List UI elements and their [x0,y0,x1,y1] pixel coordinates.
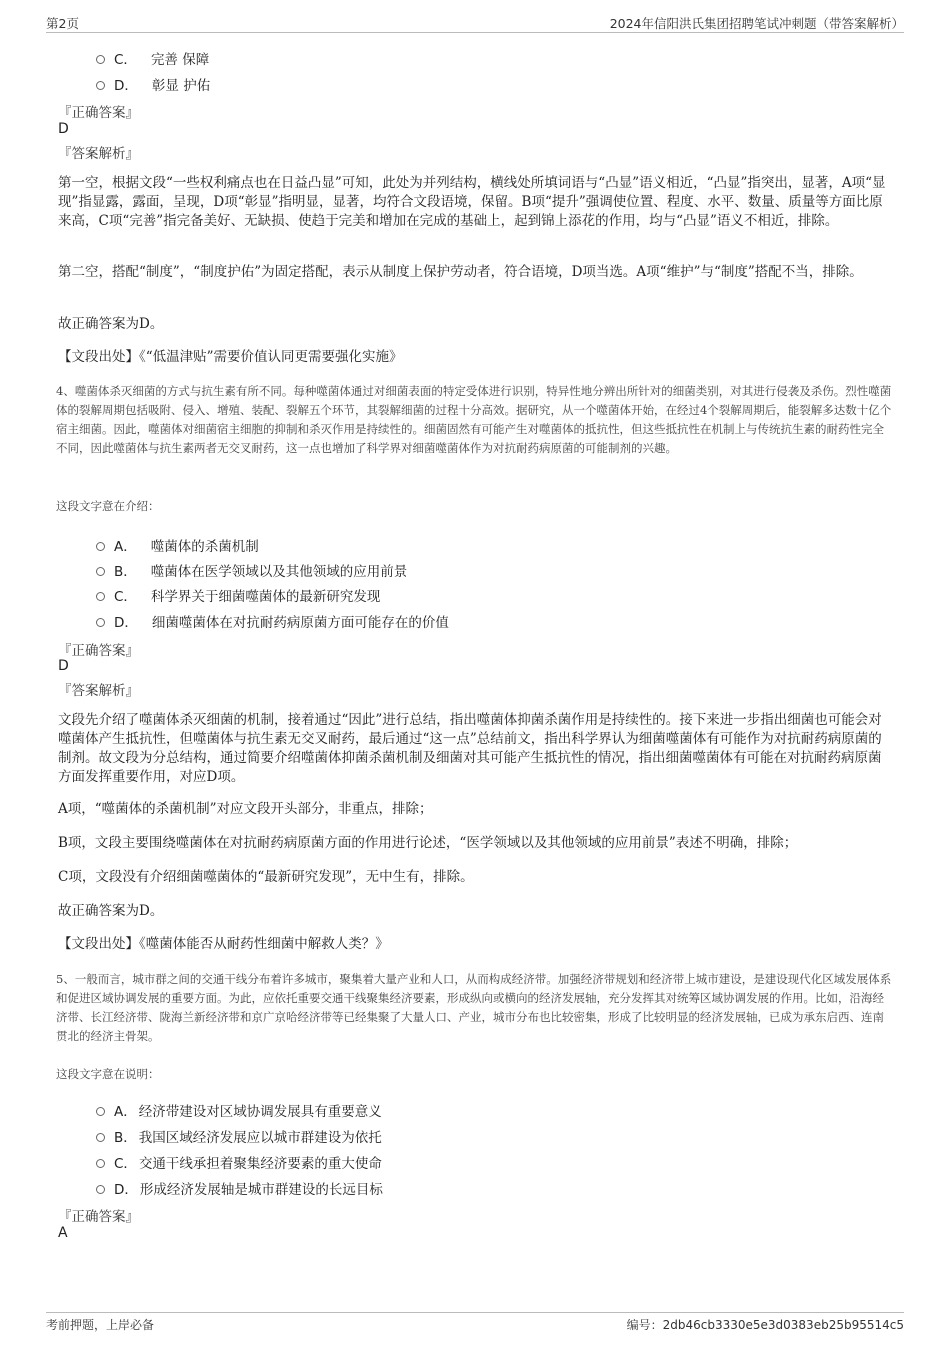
analysis-conclusion: 故正确答案为D。 [58,903,164,919]
q4-option-d[interactable]: D． 细菌噬菌体在对抗耐药病原菌方面可能存在的价值 [96,611,449,631]
analysis-paragraph: B项，文段主要围绕噬菌体在对抗耐药病原菌方面的作用进行论述，“医学领域以及其他领域的应用前景”表述不明确，排除； [58,835,798,851]
radio-icon[interactable] [96,1107,105,1116]
answer-label: 『正确答案』 [58,105,139,121]
page-number: 第2页 [46,16,79,31]
question-stem: 4、噬菌体杀灭细菌的方式与抗生素有所不同。每种噬菌体通过对细菌表面的特定受体进行识别，特异性地分辨出所针对的细菌类别，对其进行侵袭及杀伤。烈性噬菌体的裂解周期包括吸附、侵入、增殖、装配、裂解五个环节，其裂解细菌的过程十分高效。据研究，从一个噬菌体开始，在经过4个裂解周期后，能裂解多达数十亿个宿主细菌。因此，噬菌体对细菌宿主细胞的抑制和杀灭作用是持续性的。细菌固然有可能产生对噬菌体的抵抗性，但这些抵抗性在机制上与传统抗生素的耐药性完全不同，因此噬菌体与抗生素两者无交叉耐药，这一点也增加了科学界对细菌噬菌体作为对抗耐药病原菌的可能制剂的兴趣。 [56,384,892,455]
correct-answer: D [58,121,69,137]
document-title: 2024年信阳洪氏集团招聘笔试冲刺题（带答案解析） [609,16,904,31]
radio-icon[interactable] [96,55,105,64]
analysis-conclusion: 故正确答案为D。 [58,316,164,332]
radio-icon[interactable] [96,1133,105,1142]
page-header [46,14,904,33]
question-stem: 5、一般而言，城市群之间的交通干线分布着许多城市，聚集着大量产业和人口，从而构成经济带。加强经济带规划和经济带上城市建设，是建设现代化区域发展体系和促进区域协调发展的重要方面。为此，应依托重要交通干线聚集经济要素，形成纵向或横向的经济发展轴，充分发挥其对统筹区域协调发展的作用。比如，沿海经济带、长江经济带、陇海兰新经济带和京广京哈经济带等已经集聚了大量人口、产业，城市分布也比较密集，形成了比较明显的经济发展轴，已成为承东启西、连南贯北的经济主骨架。 [56,972,892,1043]
radio-icon[interactable] [96,81,105,90]
q5-option-b[interactable]: B． 我国区域经济发展应以城市群建设为依托 [96,1126,382,1146]
radio-icon[interactable] [96,1185,105,1194]
q4-option-b[interactable]: B． 噬菌体在医学领域以及其他领域的应用前景 [96,560,407,580]
page-footer [46,1312,904,1335]
radio-icon[interactable] [96,1159,105,1168]
q4-option-c[interactable]: C． 科学界关于细菌噬菌体的最新研究发现 [96,585,380,605]
radio-icon[interactable] [96,542,105,551]
source-citation: 【文段出处】《噬菌体能否从耐药性细菌中解救人类？》 [58,936,389,952]
q5-option-d[interactable]: D． 形成经济发展轴是城市群建设的长远目标 [96,1178,383,1198]
q3-option-d[interactable]: D． 彰显 护佑 [96,74,210,94]
document-id: 编号：2db46cb3330e5e3d0383eb25b95514c5 [626,1318,904,1332]
correct-answer: A [58,1225,68,1241]
question-prompt: 这段文字意在说明： [56,1067,160,1081]
radio-icon[interactable] [96,592,105,601]
radio-icon[interactable] [96,567,105,576]
correct-answer: D [58,658,69,674]
analysis-label: 『答案解析』 [58,146,139,162]
q4-option-a[interactable]: A． 噬菌体的杀菌机制 [96,535,259,555]
q5-option-c[interactable]: C． 交通干线承担着聚集经济要素的重大使命 [96,1152,382,1172]
question-prompt: 这段文字意在介绍： [56,499,160,513]
answer-label: 『正确答案』 [58,1209,139,1225]
q5-option-a[interactable]: A． 经济带建设对区域协调发展具有重要意义 [96,1100,382,1120]
q3-option-c[interactable]: C． 完善 保障 [96,48,209,68]
footer-slogan: 考前押题，上岸必备 [46,1318,155,1332]
analysis-paragraph: C项，文段没有介绍细菌噬菌体的“最新研究发现”，无中生有，排除。 [58,869,474,885]
analysis-paragraph: 第二空，搭配“制度”，“制度护佑”为固定搭配，表示从制度上保护劳动者，符合语境，D项当选。A项“维护”与“制度”搭配不当，排除。 [58,264,863,280]
analysis-label: 『答案解析』 [58,683,139,699]
analysis-paragraph: A项，“噬菌体的杀菌机制”对应文段开头部分，非重点，排除； [58,801,433,817]
analysis-paragraph: 第一空，根据文段“一些权利痛点也在日益凸显”可知，此处为并列结构，横线处所填词语与“凸显”语义相近，“凸显”指突出，显著，A项“显现”指显露，露面，呈现，D项“彰显”指明显，显著，均符合文段语境，保留。B项“提升”强调使位置、程度、水平、数量、质量等方面比原来高，C项“完善”指完备美好、无缺损、使趋于完美和增加在完成的基础上，起到锦上添花的作用，均与“凸显”语义不相近，排除。 [58,175,886,229]
source-citation: 【文段出处】《“低温津贴”需要价值认同更需要强化实施》 [58,349,403,365]
radio-icon[interactable] [96,618,105,627]
analysis-paragraph: 文段先介绍了噬菌体杀灭细菌的机制，接着通过“因此”进行总结，指出噬菌体抑菌杀菌作用是持续性的。接下来进一步指出细菌也可能会对噬菌体产生抵抗性，但噬菌体与抗生素无交叉耐药，最后通过“这一点”总结前文，指出科学界认为细菌噬菌体有可能作为对抗耐药病原菌的制剂。故文段为分总结构，通过简要介绍噬菌体抑菌杀菌机制及细菌对其可能产生抵抗性的情况，指出细菌噬菌体有可能在对抗耐药病原菌方面发挥重要作用，对应D项。 [58,712,882,785]
answer-label: 『正确答案』 [58,643,139,659]
